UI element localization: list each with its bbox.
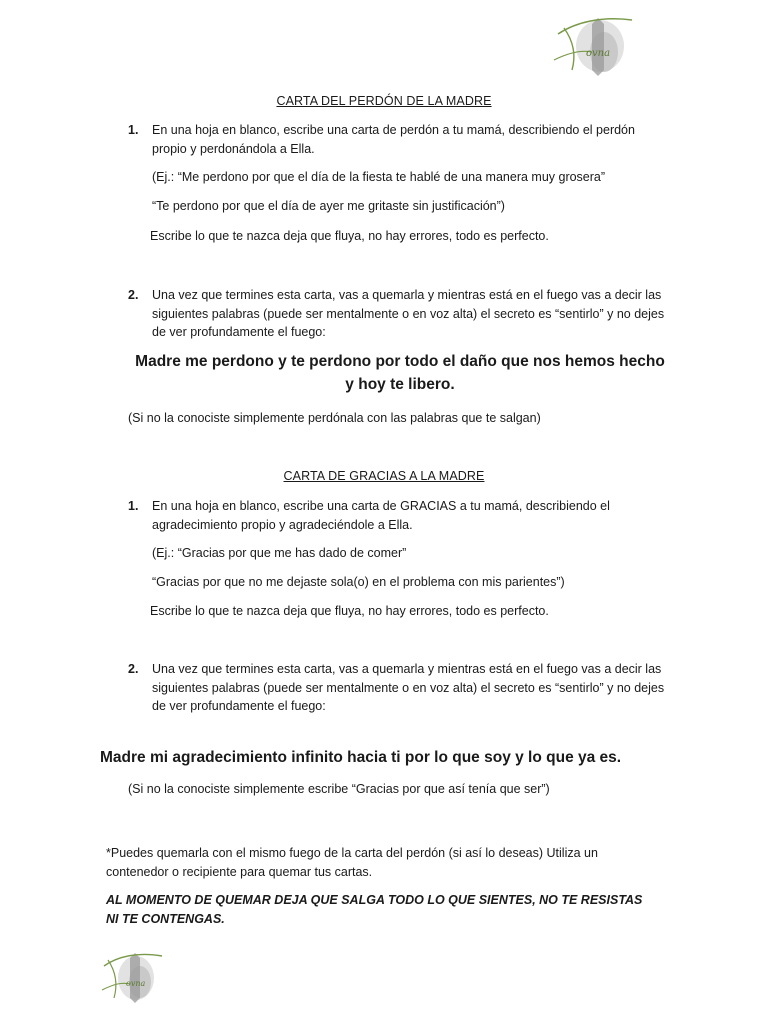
item-text: Una vez que termines esta carta, vas a quemarla y mientras está en el fuego vas a decir las siguientes palabras (puede ser mentalmente o en voz alta) el secreto es “sentirlo” y no dejes de ver profundamente el fuego: bbox=[152, 662, 665, 713]
item-text: En una hoja en blanco, escribe una carta de GRACIAS a tu mamá, describiendo el agradecimiento propio y agradeciéndole a Ella. bbox=[152, 499, 610, 532]
example-line-1: (Ej.: “Gracias por que me has dado de comer” bbox=[152, 546, 407, 560]
phrase-line-1: Madre me perdono y te perdono por todo el daño que nos hemos hecho bbox=[135, 353, 665, 370]
item-number: 1. bbox=[128, 123, 139, 137]
example-line-2: “Te perdono por que el día de ayer me gritaste sin justificación”) bbox=[152, 199, 505, 213]
forgiveness-phrase bbox=[110, 350, 690, 396]
warning-text: AL MOMENTO DE QUEMAR DEJA QUE SALGA TODO LO QUE SIENTES, NO TE RESISTAS NI TE CONTENGAS. bbox=[106, 893, 643, 926]
note-text: (Si no la conociste simplemente escribe “Gracias por que así tenía que ser”) bbox=[128, 782, 550, 796]
item-number: 2. bbox=[128, 662, 139, 676]
gratitude-phrase: Madre mi agradecimiento infinito hacia ti por lo que soy y lo que ya es. bbox=[100, 749, 622, 766]
note-text: (Si no la conociste simplemente perdónala con las palabras que te salgan) bbox=[128, 411, 541, 425]
logo-text: ovna bbox=[586, 48, 611, 59]
example-line-1: (Ej.: “Me perdono por que el día de la fiesta te hablé de una manera muy grosera” bbox=[152, 170, 606, 184]
section-title-gratitude: CARTA DE GRACIAS A LA MADRE bbox=[283, 469, 485, 483]
section-title-forgiveness: CARTA DEL PERDÓN DE LA MADRE bbox=[276, 94, 492, 108]
item-text: En una hoja en blanco, escribe una carta de perdón a tu mamá, describiendo el perdón propio y perdonándola a Ella. bbox=[152, 123, 635, 156]
encouragement-text: Escribe lo que te nazca deja que fluya, no hay errores, todo es perfecto. bbox=[150, 604, 549, 618]
item-text: Una vez que termines esta carta, vas a quemarla y mientras está en el fuego vas a decir las siguientes palabras (puede ser mentalmente o en voz alta) el secreto es “sentirlo” y no dejes de ver profundamente el fuego: bbox=[152, 288, 665, 339]
footnote-text: *Puedes quemarla con el mismo fuego de la carta del perdón (si así lo deseas) Utiliza un contenedor o recipiente para quemar tus cartas. bbox=[106, 846, 598, 879]
item-number: 1. bbox=[128, 499, 139, 513]
phrase-line-2: y hoy te libero. bbox=[345, 376, 455, 393]
item-number: 2. bbox=[128, 288, 139, 302]
logo-text: ovna bbox=[126, 979, 146, 988]
example-line-2: “Gracias por que no me dejaste sola(o) en el problema con mis parientes”) bbox=[152, 575, 565, 589]
logo-icon bbox=[552, 12, 638, 78]
logo-icon bbox=[100, 948, 166, 1006]
encouragement-text: Escribe lo que te nazca deja que fluya, no hay errores, todo es perfecto. bbox=[150, 229, 549, 243]
